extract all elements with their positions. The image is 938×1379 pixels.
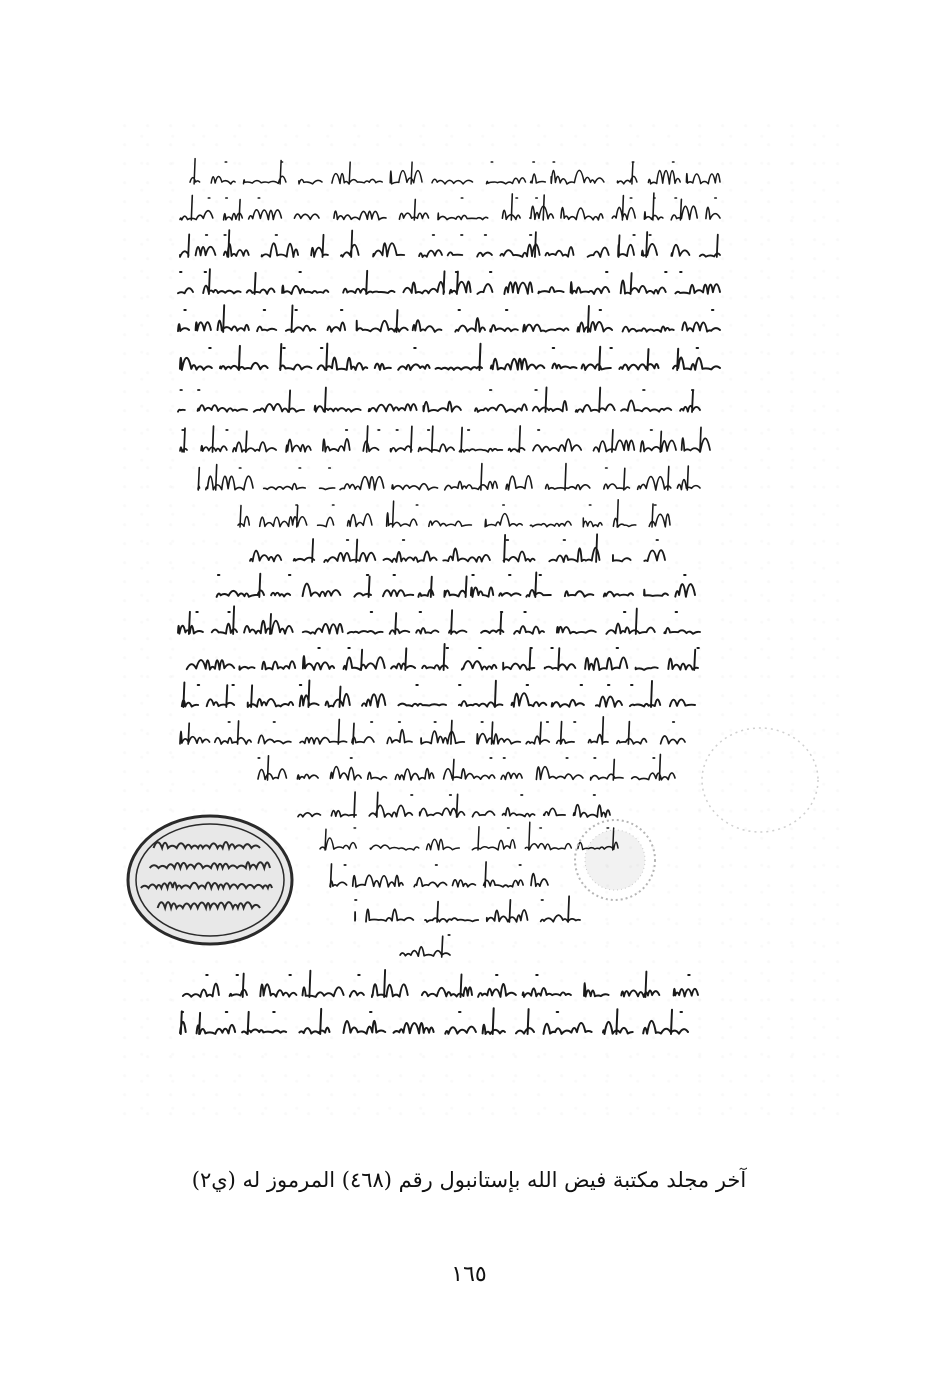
figure-caption: آخر مجلد مكتبة فيض الله بإستانبول رقم (٤٦٨) المرموز له (ي٢) xyxy=(191,1168,747,1192)
handwriting-line xyxy=(182,681,695,708)
handwriting-line xyxy=(178,387,700,412)
handwriting-line xyxy=(198,464,700,490)
handwriting-line xyxy=(180,717,685,744)
handwriting-line xyxy=(298,792,610,817)
manuscript-image xyxy=(120,120,840,1120)
handwriting-line xyxy=(180,193,720,220)
handwriting-line xyxy=(400,935,450,957)
handwriting-line xyxy=(180,426,710,452)
handwriting-line xyxy=(238,500,670,527)
handwriting-line xyxy=(187,644,699,670)
handwriting-line xyxy=(180,1008,688,1034)
page-number: ١٦٥ xyxy=(451,1262,487,1287)
handwriting-line xyxy=(190,159,720,184)
handwriting-line xyxy=(217,573,695,598)
handwriting-line xyxy=(183,970,698,997)
handwriting-line xyxy=(330,862,548,887)
handwriting-line xyxy=(180,230,720,257)
handwriting-line xyxy=(250,534,665,562)
handwriting-line xyxy=(258,754,675,780)
handwriting-line xyxy=(355,896,580,922)
handwriting-line xyxy=(178,269,720,294)
manuscript-handwriting xyxy=(120,120,840,1120)
handwriting-line xyxy=(178,606,700,634)
faint-stamp-icon xyxy=(575,820,655,900)
seal-stamp-icon xyxy=(128,816,292,944)
margin-stamp-icon xyxy=(702,728,818,832)
handwriting-line xyxy=(320,822,618,850)
handwriting-line xyxy=(180,344,720,370)
handwriting-line xyxy=(178,305,720,332)
